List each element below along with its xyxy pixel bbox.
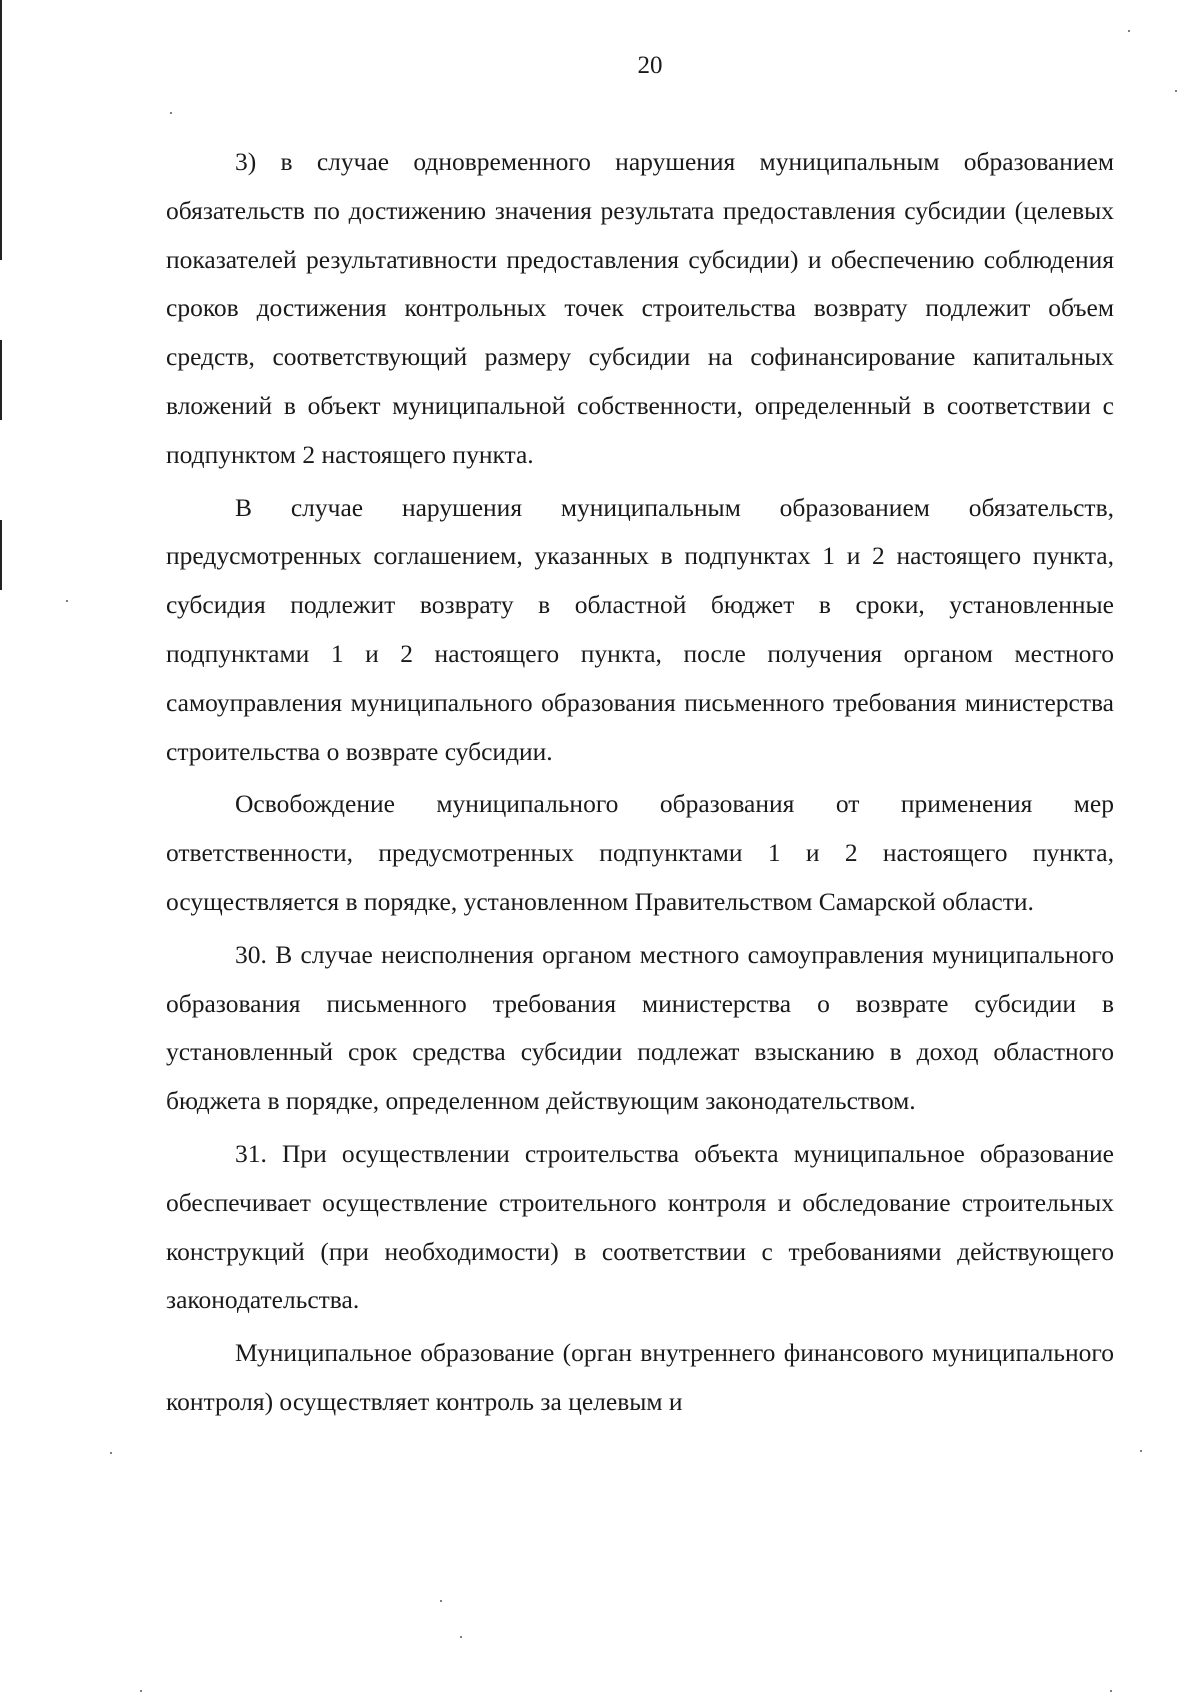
scan-speck — [170, 112, 172, 114]
document-body — [166, 138, 1114, 1427]
scan-speck — [1175, 90, 1177, 92]
scan-speck — [110, 1452, 112, 1454]
paragraph-item-30: 30. В случае неисполнения органом местного самоуправления муниципального образования письменного требования министерства о возврате субсидии в установленный срок средства субсидии подлежат взысканию в доход областного бюджета в порядке, определенном действующим законодательством. — [166, 939, 1114, 1116]
paragraph-item-31: 31. При осуществлении строительства объекта муниципальное образование обеспечивает осуществление строительного контроля и обследование строительных конструкций (при необходимости) в соответствии с требованиями действующего законодательства. — [166, 1138, 1114, 1315]
scan-speck — [1128, 30, 1130, 32]
scan-edge-mark — [0, 520, 2, 590]
paragraph-violation-return: В случае нарушения муниципальным образованием обязательств, предусмотренных соглашением, указанных в подпунктах 1 и 2 настоящего пункта, субсидия подлежит возврату в областной бюджет в сроки, установленные подпунктами 1 и 2 настоящего пункта, после получения органом местного самоуправления муниципального образования письменного требования министерства строительства о возврате субсидии. — [166, 492, 1114, 766]
scan-speck — [1110, 1690, 1112, 1692]
scan-speck — [460, 1636, 462, 1638]
page-number: 20 — [637, 52, 663, 79]
paragraph-exemption: Освобождение муниципального образования от применения мер ответственности, предусмотренных подпунктами 1 и 2 настоящего пункта, осуществляется в порядке, установленном Правительством Самарской области. — [166, 789, 1114, 916]
scan-speck — [140, 1690, 142, 1692]
scan-speck — [66, 600, 68, 602]
paragraph-subitem-3: 3) в случае одновременного нарушения муниципальным образованием обязательств по достижению значения результата предоставления субсидии (целевых показателей результативности предоставления субсидии) и обеспечению соблюдения сроков достижения контрольных точек строительства возврату подлежит объем средств, соответствующий размеру субсидии на софинансирование капитальных вложений в объект муниципальной собственности, определенный в соответствии с подпунктом 2 настоящего пункта. — [166, 147, 1114, 469]
scan-edge-mark — [0, 0, 2, 260]
scan-speck — [1140, 1450, 1142, 1452]
scan-edge-mark — [0, 340, 2, 420]
scan-speck — [440, 1600, 442, 1602]
paragraph-municipal-control: Муниципальное образование (орган внутреннего финансового муниципального контроля) осуществляет контроль за целевым и — [166, 1338, 1114, 1416]
